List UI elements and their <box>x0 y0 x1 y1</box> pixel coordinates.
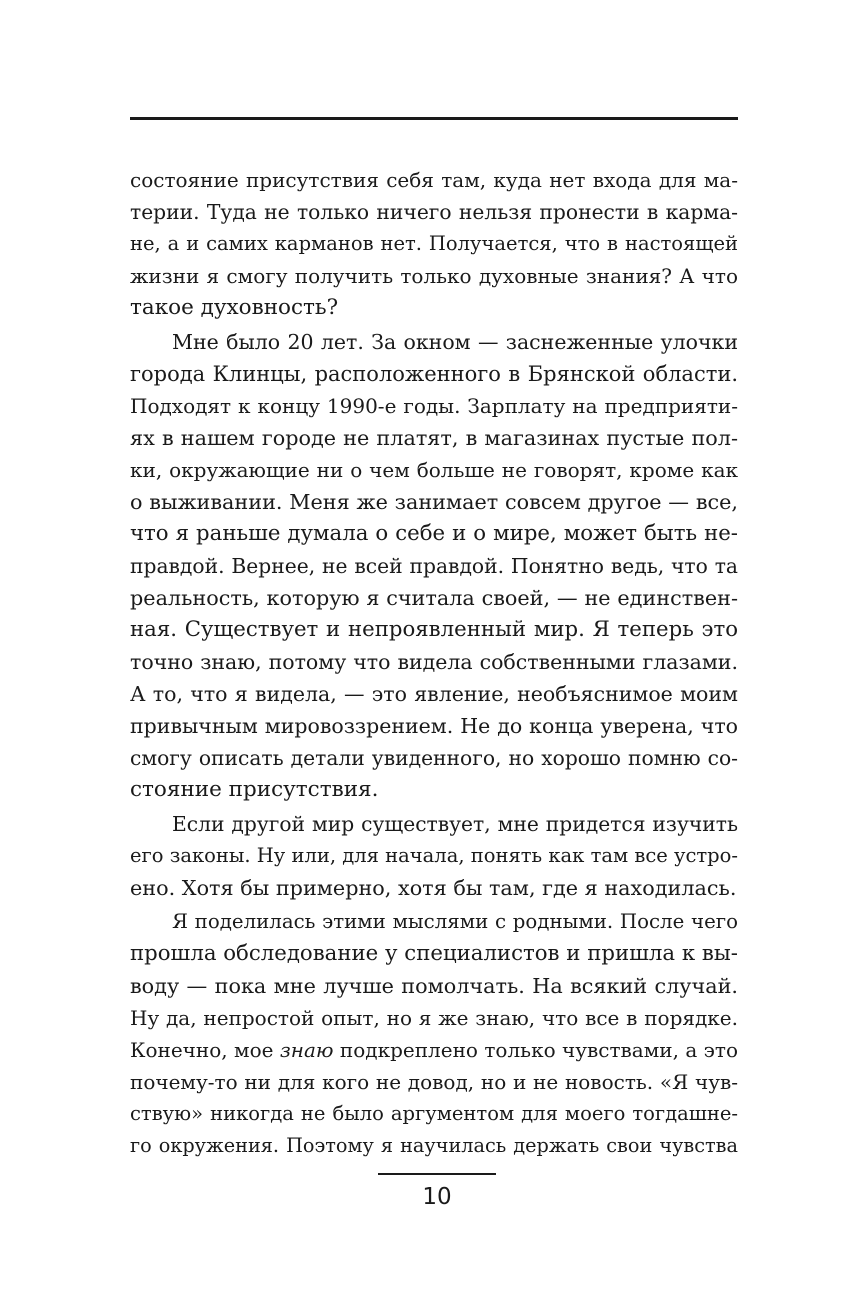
text-line: смогу описать детали увиденного, но хорошо помню со- <box>130 746 738 770</box>
text-line: точно знаю, потому что видела собственными глазами. <box>130 650 738 674</box>
text-line: ная. Существует и непроявленный мир. Я теперь это <box>130 617 738 642</box>
text-line: терии. Туда не только ничего нельзя пронести в карма- <box>130 200 738 224</box>
text-line: стояние присутствия. <box>130 777 379 802</box>
text-line: ено. Хотя бы примерно, хотя бы там, где я находилась. <box>130 876 737 900</box>
text-line: Ну да, непростой опыт, но я же знаю, что все в порядке. <box>130 1006 738 1030</box>
text-line: почему-то ни для кого не довод, но и не новость. «Я чув- <box>130 1070 738 1094</box>
page-number: 10 <box>422 1184 452 1210</box>
emphasis-word: знаю <box>279 1038 334 1062</box>
text-segment: Конечно, мое <box>130 1038 280 1062</box>
text-line: его законы. Ну или, для начала, понять как там все устро- <box>130 844 738 867</box>
text-line: А то, что я видела, — это явление, необъяснимое моим <box>130 682 738 706</box>
text-line: что я раньше думала о себе и о мире, может быть не- <box>130 521 738 546</box>
text-line: не, а и самих карманов нет. Получается, что в настоящей <box>130 232 738 255</box>
paragraph-first-line: Мне было 20 лет. За окном — заснеженные улочки <box>172 330 738 354</box>
text-line: города Клинцы, расположенного в Брянской области. <box>130 362 738 386</box>
text-line: жизни я смогу получить только духовные знания? А что <box>130 264 738 288</box>
footer-rule <box>378 1173 496 1175</box>
text-line: прошла обследование у специалистов и пришла к вы- <box>130 941 738 966</box>
text-line: го окружения. Поэтому я научилась держать свои чувства <box>130 1134 738 1157</box>
text-line: реальность, которую я считала своей, — не единствен- <box>130 586 738 610</box>
text-line: привычным мировоззрением. Не до конца уверена, что <box>130 714 738 738</box>
text-line: ствую» никогда не было аргументом для моего тогдашне- <box>130 1102 738 1125</box>
body-text <box>130 164 738 1162</box>
text-line: правдой. Вернее, не всей правдой. Понятно ведь, что та <box>130 554 738 578</box>
paragraph-first-line: Я поделилась этими мыслями с родными. После чего <box>172 910 738 933</box>
text-line: ях в нашем городе не платят, в магазинах пустые пол- <box>130 426 738 450</box>
text-line-with-emphasis <box>130 1034 738 1066</box>
text-segment: подкреплено только чувствами, а это <box>333 1038 738 1062</box>
paragraph-first-line: Если другой мир существует, мне придется изучить <box>172 812 738 836</box>
text-line: о выживании. Меня же занимает совсем другое — все, <box>130 490 738 514</box>
header-rule <box>130 117 738 120</box>
text-line: ки, окружающие ни о чем больше не говорят, кроме как <box>130 458 738 482</box>
text-line: Подходят к концу 1990-е годы. Зарплату на предприяти- <box>130 394 738 418</box>
text-line: воду — пока мне лучше помолчать. На всякий случай. <box>130 974 738 998</box>
text-line: состояние присутствия себя там, куда нет входа для ма- <box>130 168 738 192</box>
text-line: такое духовность? <box>130 295 339 320</box>
